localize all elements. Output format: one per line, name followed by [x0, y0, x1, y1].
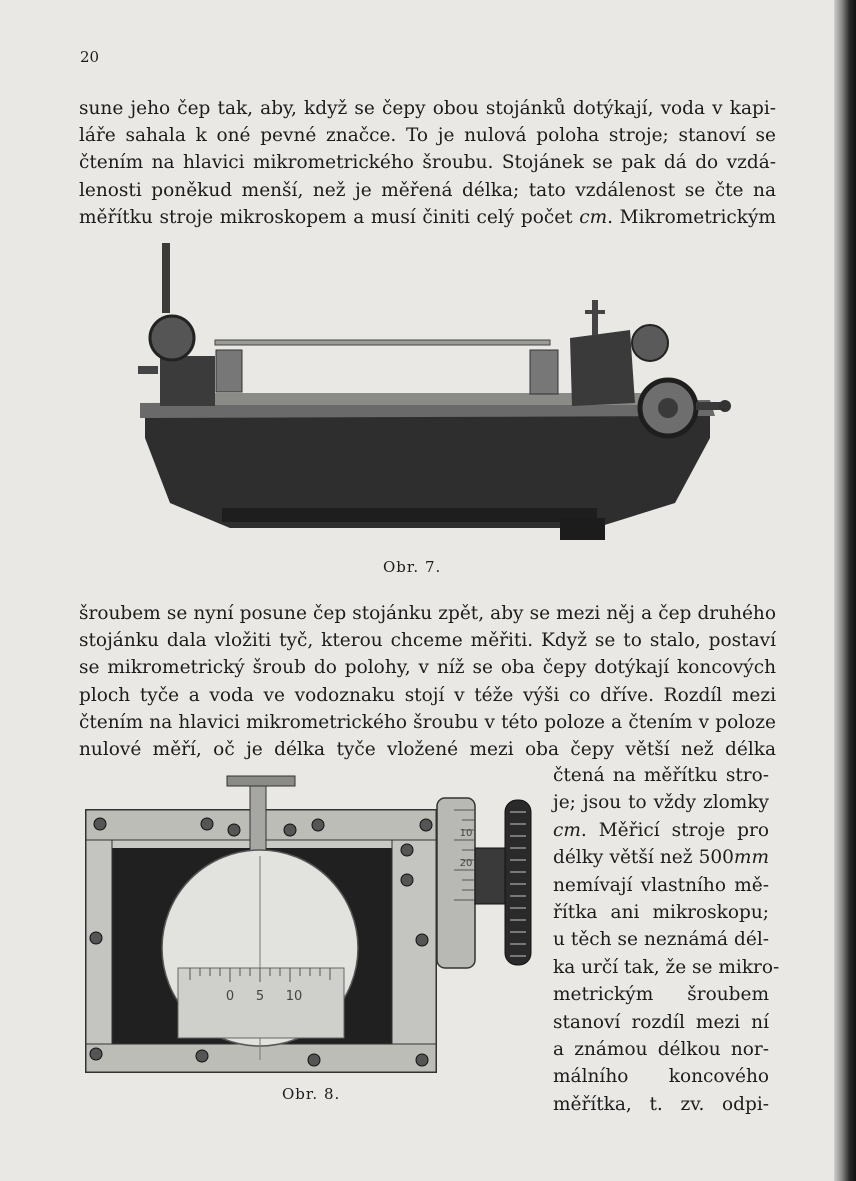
text-line: láře sahala k oné pevné značce. To je nulová poloha stroje; stanoví se — [79, 125, 776, 147]
screw — [312, 819, 324, 831]
text-line: čtením na hlavici mikrometrického šroubu v této poloze a čtením v poloze — [79, 711, 776, 733]
screw — [401, 874, 413, 886]
left-post — [162, 243, 170, 313]
text-line: ka určí tak, že se mikro- — [553, 956, 780, 978]
text-line: ploch tyče a voda ve vodoznaku stojí v téže výši co dříve. Rozdíl mezi — [79, 684, 776, 706]
screw — [401, 844, 413, 856]
base-foot — [222, 508, 597, 522]
scale-label: 0 — [225, 989, 235, 1004]
screw — [420, 819, 432, 831]
drum-shaft — [475, 848, 505, 904]
text-line: je; jsou to vždy zlomky — [553, 792, 769, 814]
screw — [196, 1050, 208, 1062]
book-spine-shadow — [834, 0, 856, 1181]
figure-7-caption: Obr. 7. — [383, 558, 442, 576]
right-stand — [570, 330, 635, 406]
text-line — [553, 817, 769, 844]
text-line: lenosti poněkud menší, než je měřená délka; tato vzdálenost se čte na — [79, 179, 776, 201]
base-foot-right — [560, 518, 605, 540]
number: 500 — [698, 847, 734, 869]
screw — [90, 932, 102, 944]
text-line: se mikrometrický šroub do polohy, v níž se oba čepy dotýkají koncových — [79, 657, 776, 679]
left-carriage — [216, 350, 242, 392]
text-line: čtená na měřítku stro- — [553, 765, 769, 786]
drum-label: 20 — [459, 858, 473, 869]
paragraph-3 — [553, 762, 780, 1118]
right-post-cap — [585, 310, 605, 314]
right-carriage — [530, 350, 558, 394]
unit-mm: mm — [733, 847, 769, 869]
screw — [90, 1048, 102, 1060]
screw — [228, 824, 240, 836]
text-line: měřítka, t. zv. odpi- — [553, 1093, 769, 1115]
figure-8-caption: Obr. 8. — [282, 1085, 341, 1103]
frame-right-bar — [392, 840, 436, 1044]
text-line: sune jeho čep tak, aby, když se čepy obou stojánků dotýkají, voda v kapi- — [79, 98, 776, 119]
page-number: 20 — [80, 48, 100, 66]
text-fragment: . Mikrometrickým — [607, 206, 776, 228]
text-line: metrickým šroubem — [553, 984, 769, 1006]
left-stand — [160, 356, 215, 406]
text-fragment: měřítku stroje mikroskopem a musí činiti celý počet — [79, 206, 580, 228]
figure-7-measuring-machine — [130, 238, 735, 546]
drum-label: 10 — [459, 828, 473, 839]
drum — [437, 798, 475, 968]
text-line: řítka ani mikroskopu; — [553, 902, 769, 924]
paragraph-2 — [79, 600, 776, 763]
frame-bottom-bar — [86, 1044, 436, 1072]
top-spindle — [250, 786, 266, 856]
right-post — [592, 300, 598, 335]
text-line — [79, 204, 776, 231]
top-knob — [227, 776, 295, 786]
text-fragment: délky větší než — [553, 847, 699, 869]
text-line: stojánku dala vložiti tyč, kterou chceme měřiti. Když se to stalo, postaví — [79, 630, 776, 652]
unit-cm: cm — [579, 206, 608, 228]
text-line: málního koncového — [553, 1066, 769, 1088]
left-handle — [138, 366, 158, 374]
figure-8-micrometer-head — [82, 770, 534, 1075]
axle-knob — [719, 400, 731, 412]
screw — [201, 818, 213, 830]
screw — [308, 1054, 320, 1066]
text-line: a známou délkou nor- — [553, 1039, 769, 1061]
text-line: šroubem se nyní posune čep stojánku zpět, aby se mezi něj a čep druhého — [79, 603, 776, 624]
scale-label: 5 — [255, 989, 265, 1004]
right-microscope — [632, 325, 668, 361]
screw — [94, 818, 106, 830]
text-line: čtením na hlavici mikrometrického šroubu. Stojánek se pak dá do vzdá- — [79, 152, 776, 174]
screw — [284, 824, 296, 836]
scale-label: 10 — [285, 989, 303, 1004]
unit-cm: cm — [553, 819, 581, 841]
text-line: nemívají vlastního mě- — [553, 874, 769, 896]
text-line — [553, 844, 769, 871]
measuring-bar — [215, 340, 550, 345]
screw — [416, 1054, 428, 1066]
left-wheel — [150, 316, 194, 360]
text-fragment: . Měřicí stroje pro — [580, 819, 769, 841]
text-line: stanoví rozdíl mezi ní — [553, 1011, 769, 1033]
paragraph-1 — [79, 95, 776, 231]
screw — [416, 934, 428, 946]
text-line: u těch se neznámá dél- — [553, 929, 769, 951]
wheel-hub — [658, 398, 678, 418]
text-line: nulové měří, oč je délka tyče vložené mezi oba čepy větší než délka — [79, 739, 776, 761]
